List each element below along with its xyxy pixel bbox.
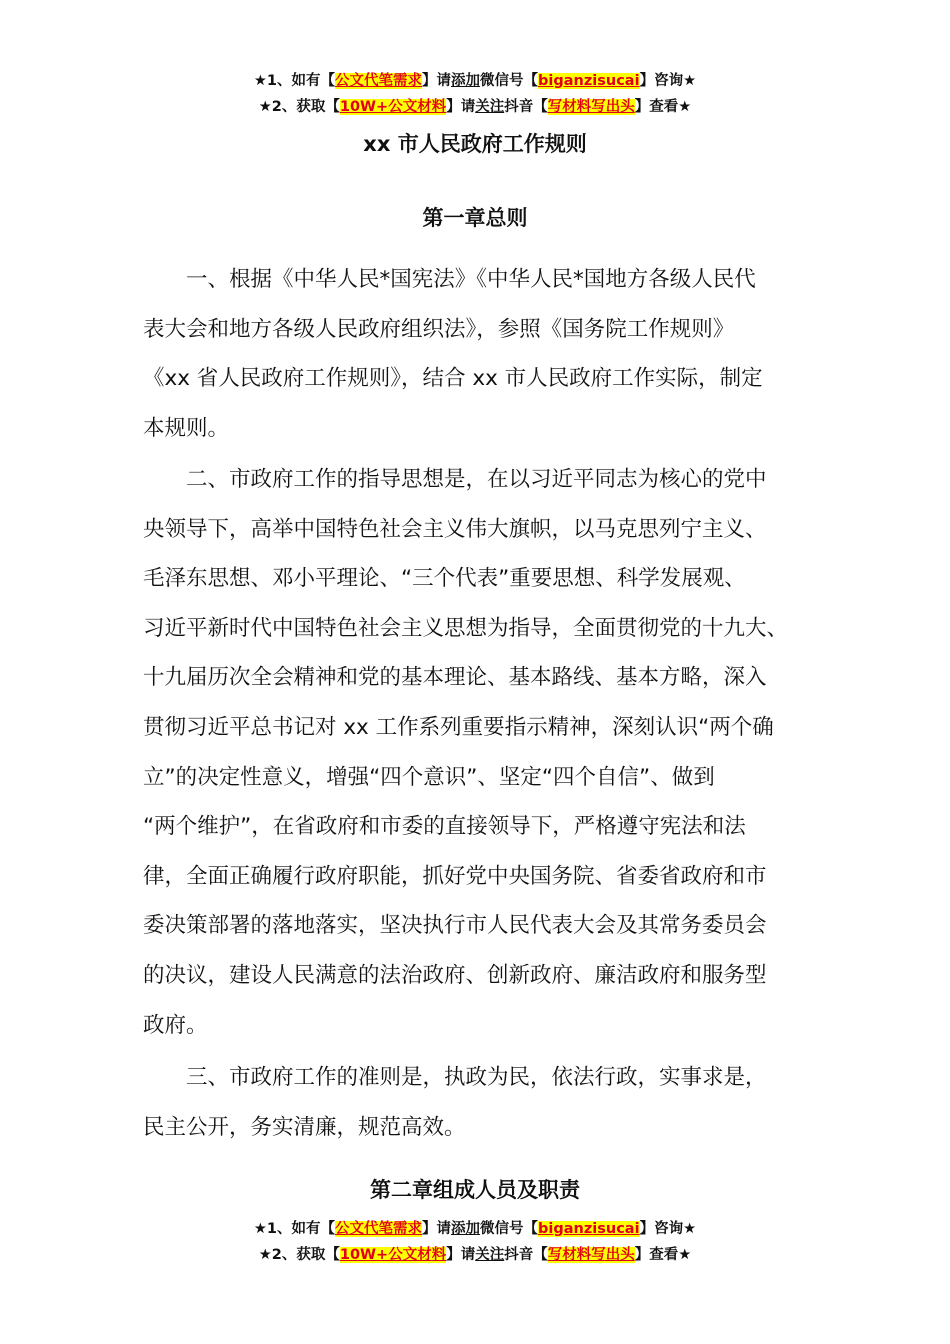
chapter-1-heading: 第一章总则: [422, 206, 528, 230]
banner-underline: 关注: [475, 99, 505, 115]
banner-text: ★2、获取【: [258, 99, 340, 115]
banner-text: 】请: [422, 73, 452, 89]
banner-highlight: 写材料写出头: [547, 99, 635, 115]
paragraph-line: 十九届历次全会精神和党的基本理论、基本路线、基本方略，深入: [143, 665, 767, 691]
banner-underline: 关注: [475, 1247, 505, 1263]
paragraph-line: 表大会和地方各级人民政府组织法》，参照《国务院工作规则》: [143, 316, 735, 342]
paragraph-1: [143, 255, 811, 453]
bottom-banner: [0, 1216, 950, 1268]
banner-text: 】请: [446, 1247, 476, 1263]
banner-text: ★2、获取【: [258, 1247, 340, 1263]
banner-text: ★1、如有【: [253, 1221, 336, 1237]
paragraph-line: 本规则。: [143, 415, 230, 441]
banner-text: 抖音【: [504, 1247, 548, 1263]
banner-line-1: [0, 1216, 950, 1242]
paragraph-line: 二、市政府工作的指导思想是，在以习近平同志为核心的党中: [186, 467, 767, 492]
paragraph-2: [143, 455, 811, 1050]
paragraph-line: 习近平新时代中国特色社会主义思想为指导，全面贯彻党的十九大、: [143, 615, 789, 641]
banner-highlight: biganzisucai: [538, 73, 640, 89]
banner-highlight: biganzisucai: [538, 1221, 640, 1237]
banner-line-2: [0, 94, 950, 120]
banner-text: ★1、如有【: [253, 73, 336, 89]
banner-highlight: 公文代笔需求: [335, 73, 423, 89]
chapter-2-heading: 第二章组成人员及职责: [370, 1178, 580, 1202]
paragraph-line: 贯彻习近平总书记对 xx 工作系列重要指示精神，深刻认识“两个确: [143, 714, 774, 740]
paragraph-line: 央领导下，高举中国特色社会主义伟大旗帜，以马克思列宁主义、: [143, 516, 767, 542]
document-title: xx 市人民政府工作规则: [363, 132, 587, 156]
banner-highlight: 写材料写出头: [547, 1247, 635, 1263]
paragraph-line: 一、根据《中华人民*国宪法》《中华人民*国地方各级人民代: [186, 267, 756, 292]
banner-text: 抖音【: [504, 99, 548, 115]
paragraph-line: “两个维护”，在省政府和市委的直接领导下，严格遵守宪法和法: [143, 814, 746, 840]
banner-text: 】咨询★: [639, 73, 697, 89]
paragraph-line: 的决议，建设人民满意的法治政府、创新政府、廉洁政府和服务型: [143, 962, 767, 988]
banner-line-2: [0, 1242, 950, 1268]
paragraph-line: 民主公开，务实清廉，规范高效。: [143, 1114, 466, 1140]
banner-highlight: 公文代笔需求: [335, 1221, 423, 1237]
banner-text: 】查看★: [634, 99, 692, 115]
banner-text: 】请: [446, 99, 476, 115]
banner-text: 微信号【: [480, 73, 539, 89]
paragraph-3: [143, 1053, 811, 1152]
paragraph-line: 委决策部署的落地落实，坚决执行市人民代表大会及其常务委员会: [143, 913, 767, 939]
paragraph-line: 律，全面正确履行政府职能，抓好党中央国务院、省委省政府和市: [143, 863, 767, 889]
banner-text: 】查看★: [634, 1247, 692, 1263]
banner-text: 】请: [422, 1221, 452, 1237]
banner-line-1: [0, 68, 950, 94]
banner-highlight: 10W+公文材料: [339, 1247, 447, 1263]
banner-underline: 添加: [451, 73, 481, 89]
paragraph-line: 三、市政府工作的准则是，执政为民，依法行政，实事求是，: [186, 1065, 767, 1090]
paragraph-line: 政府。: [143, 1012, 208, 1038]
banner-underline: 添加: [451, 1221, 481, 1237]
paragraph-line: 《xx 省人民政府工作规则》，结合 xx 市人民政府工作实际，制定: [143, 366, 763, 392]
paragraph-line: 立”的决定性意义，增强“四个意识”、坚定“四个自信”、做到: [143, 764, 715, 790]
banner-text: 】咨询★: [639, 1221, 697, 1237]
top-banner: [0, 68, 950, 120]
banner-highlight: 10W+公文材料: [339, 99, 447, 115]
banner-text: 微信号【: [480, 1221, 539, 1237]
paragraph-line: 毛泽东思想、邓小平理论、“三个代表”重要思想、科学发展观、: [143, 566, 746, 592]
